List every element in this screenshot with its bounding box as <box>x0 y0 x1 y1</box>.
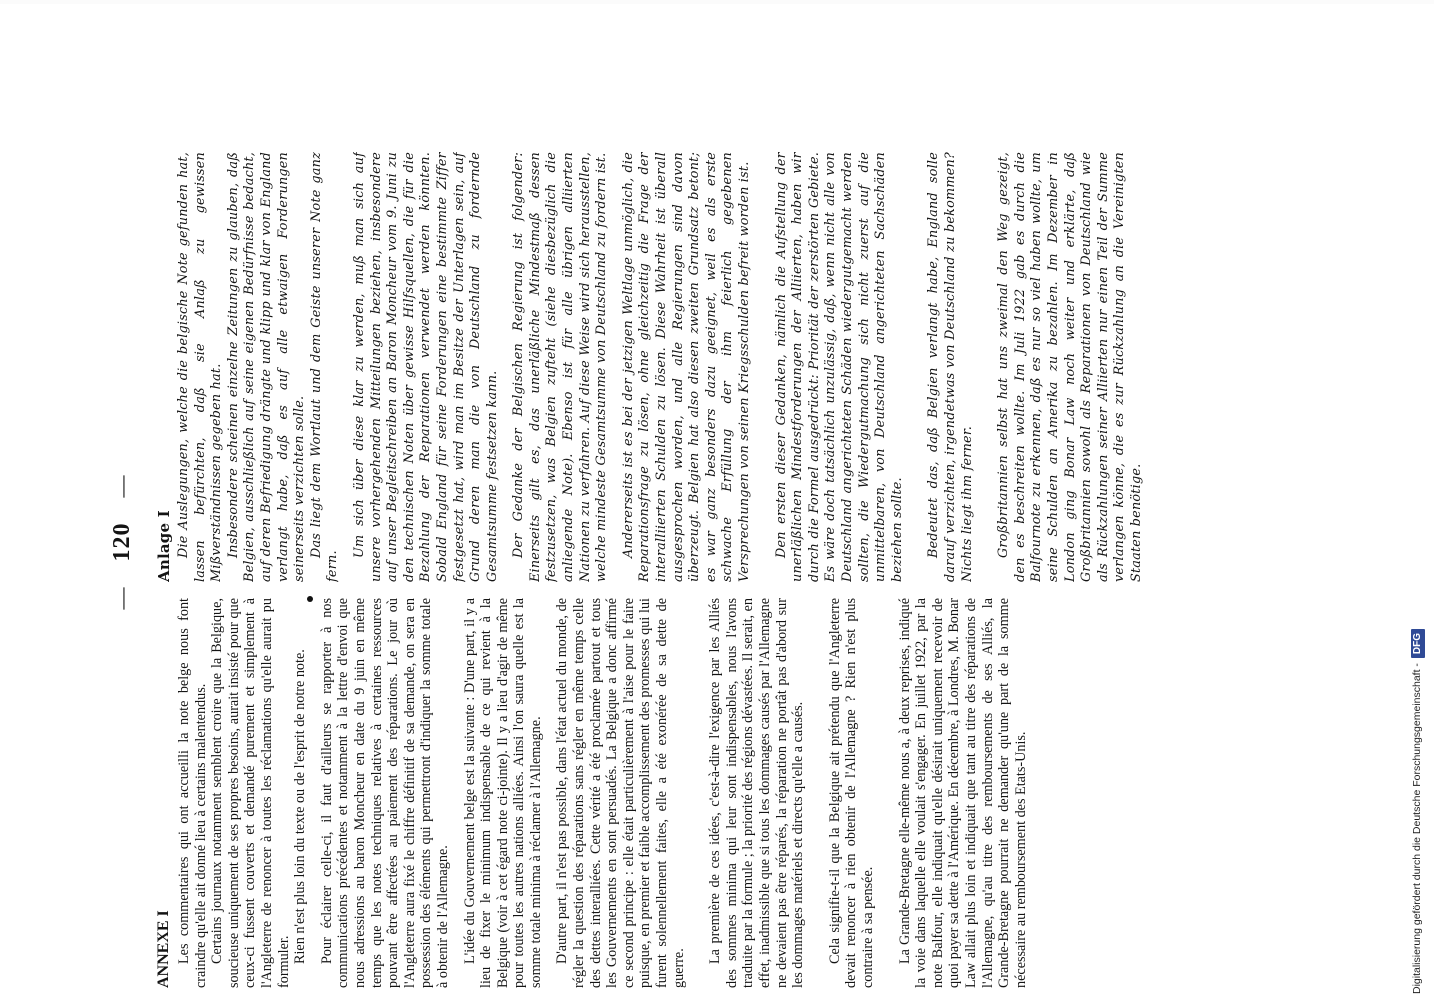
scan-edge <box>0 0 1434 4</box>
german-paragraph: Die Auslegungen, welche die belgische Note gefunden hat, lassen befürchten, daß sie Anlaß zu gewissen Mißverständnissen gegeben hat. <box>176 152 225 582</box>
page-header <box>102 92 142 992</box>
french-paragraph: Rien n'est plus loin du texte ou de l'esprit de notre note. <box>292 649 309 964</box>
german-column <box>154 152 1324 582</box>
digitization-note <box>1406 0 1428 1000</box>
french-paragraph: Les commentaires qui ont accueilli la note belge nous font craindre qu'elle ait donné lieu à certains malentendus. <box>176 598 209 988</box>
scanned-page <box>102 92 1332 992</box>
french-paragraph: L'idée du Gouvernement belge est la suivante : D'une part, il y a lieu de fixer le minimum indispensable de ce qui revient à la Belgique (voir à cet égard note ci-jointe). Il y a lieu d'agir de même pour toutes les autres nations alliées. Ainsi l'on saura quelle est la somme totale minima à réclamer à l'Allemagne. <box>461 598 544 988</box>
header-dash-left: — <box>109 586 134 610</box>
german-paragraph: Insbesondere scheinen einzelne Zeitungen zu glauben, daß Belgien, ausschließlich auf seine eigenen Bedürfnisse bedacht, auf deren Befriedigung drängte und klipp und klar von England verlangt habe, daß es auf alle etwaigen Forderungen seinerseits verzichten solle. <box>225 152 308 582</box>
header-dash-right: — <box>109 474 134 498</box>
french-heading: ANNEXE I <box>155 910 172 988</box>
german-paragraph: Bedeutet das, daß Belgien verlangt habe, England solle darauf verzichten, irgendetwas von Deutschland zu bekommen? Nichts liegt ihm ferner. <box>926 152 975 582</box>
french-paragraph: Pour éclairer celle-ci, il faut d'ailleurs se rapporter à nos communications précédentes et notamment à la lettre d'envoi que nous adressions au baron Moncheur en date du 9 juin en même temps que les notes techniques relatives à certaines ressources pouvant être affectées au paiement des réparations. Le jour où l'Angleterre aura fixé le chiffre définitif de sa demande, on sera en possession des éléments qui permettront d'indiquer la somme totale à obtenir de l'Allemagne. <box>318 598 451 988</box>
french-column <box>154 598 1324 988</box>
dfg-logo-badge: DFG <box>1411 629 1425 658</box>
digitization-note-text <box>1408 0 1426 994</box>
french-paragraph: Cela signifie-t-il que la Belgique ait prétendu que l'Angleterre devait renoncer à rien obtenir de l'Allemagne ? Rien n'est plus contraire à sa pensée. <box>826 598 876 988</box>
german-heading: Anlage I <box>155 510 173 582</box>
french-paragraph: La Grande-Bretagne elle-même nous a, à deux reprises, indiqué la voie dans laquelle elle voulait s'engager. En juillet 1922, par la note Balfour, elle indiquait qu'elle désirait uniquement recevoir de quoi payer sa dette à l'Amérique. En décembre, à Londres, M. Bonar Law allait plus loin et indiquait que tant au titre des réparations de l'Allemagne, qu'au titre des remboursements de ses Alliés, la Grande-Bretagne pourrait ne demander qu'une part de la somme nécessaire au remboursement des Etats-Unis. <box>896 598 1029 988</box>
german-paragraph: Andererseits ist es bei der jetzigen Weltlage unmöglich, die Reparationsfrage zu lösen, ohne gleichzeitig die Frage der interalliierten Schulden zu lösen. Diese Wahrheit ist überall ausgesprochen worden, und alle Regierungen sind davon überzeugt. Belgien hat also diesen zweiten Grundsatz betont; es war ganz besonders dazu geeignet, weil es als erste schwache Erfüllung der ihm feierlich gegebenen Versprechungen von seinen Kriegsschulden befreit worden ist. <box>620 152 752 582</box>
german-paragraph: Das liegt dem Wortlaut und dem Geiste unserer Note ganz fern. <box>308 152 341 582</box>
digitization-credit: Digitalisierung gefördert durch die Deutsche Forschungsgemeinschaft - <box>1411 663 1423 994</box>
german-paragraph: Der Gedanke der Belgischen Regierung ist folgender: Einerseits gilt es, das unerläßliche Mindestmaß dessen festzusetzen, was Belgien zufteht (siehe diesbezüglich die anliegende Note). Ebenso ist für alle übrigen alliierten Nationen zu verfahren. Auf diese Weise wird sich herausstellen, welche mindeste Gesamtsumme von Deutschland zu fordern ist. <box>511 152 610 582</box>
page-number: 120 <box>109 522 135 562</box>
german-paragraph: Um sich über diese klar zu werden, muß man sich auf unsere vorhergehenden Mitteilungen beziehen, insbesondere auf unser Begleitschreiben an Baron Moncheur vom 9. Juni zu den technischen Noten über gewisse Hilfsquellen, die für die Bezahlung der Reparationen verwendet werden könnten. Sobald England für seine Forderungen eine bestimmte Ziffer festgesetzt hat, wird man im Besitze der Unterlagen sein, auf Grund deren man die von Deutschland zu fordernde Gesamtsumme festsetzen kann. <box>351 152 500 582</box>
ink-speck <box>307 596 313 602</box>
german-paragraph: Großbritannien selbst hat uns zweimal den Weg gezeigt, den es beschreiten wollte. Im Juli 1922 gab es durch die Balfournote zu erkennen, daß es nur so viel haben wollte, um seine Schulden an Amerika zu bezahlen. Im Dezember in London ging Bonar Law noch weiter und erklärte, daß Großbritannien sowohl als Reparationen von Deutschland wie als Rückzahlungen seiner Alliierten nur einen Teil der Summe verlangen könne, die es zur Rückzahlung an die Vereinigten Staaten benötige. <box>996 152 1144 582</box>
french-paragraph: Certains journaux notamment semblent croire que la Belgique, soucieuse uniquement de ses propres besoins, aurait insisté pour que ceux-ci fussent couverts et demandé purement et simplement à l'Angleterre de renoncer à toutes les réclamations qu'elle aurait pu formuler. <box>209 598 292 988</box>
german-paragraph: Den ersten dieser Gedanken, nämlich die Aufstellung der unerläßlichen Mindestforderungen der Alliierten, haben wir durch die Formel ausgedrückt: Priorität der zerstörten Gebiete. Es wäre doch tatsächlich unzulässig, daß, wenn nicht alle von Deutschland angerichteten Schäden wiedergutgemacht werden sollten, die Wiedergutmachung sich nicht zuerst auf die unmittelbaren, von Deutschland angerichteten Sachschäden beziehen sollte. <box>773 152 905 582</box>
french-paragraph: D'autre part, il n'est pas possible, dans l'état actuel du monde, de régler la question des réparations sans régler en même temps celle des dettes interalliées. Cette vérité a été proclamée partout et tous les Gouvernements en sont persuadés. La Belgique a donc affirmé ce second principe : elle était particulièrement à l'aise pour le faire puisque, en premier et faible accomplissement des promesses qui lui furent solennellement faites, elle a été exonérée de sa dette de guerre. <box>554 598 687 988</box>
french-paragraph: La première de ces idées, c'est-à-dire l'exigence par les Alliés des sommes minima qui leur sont indispensables, nous l'avons traduite par la formule ; la priorité des régions dévastées. Il serait, en effet, inadmissible que si tous les dommages causés par l'Allemagne ne devaient pas être réparés, la réparation ne portât pas d'abord sur les dommages matériels et directs qu'elle a causés. <box>707 598 807 988</box>
